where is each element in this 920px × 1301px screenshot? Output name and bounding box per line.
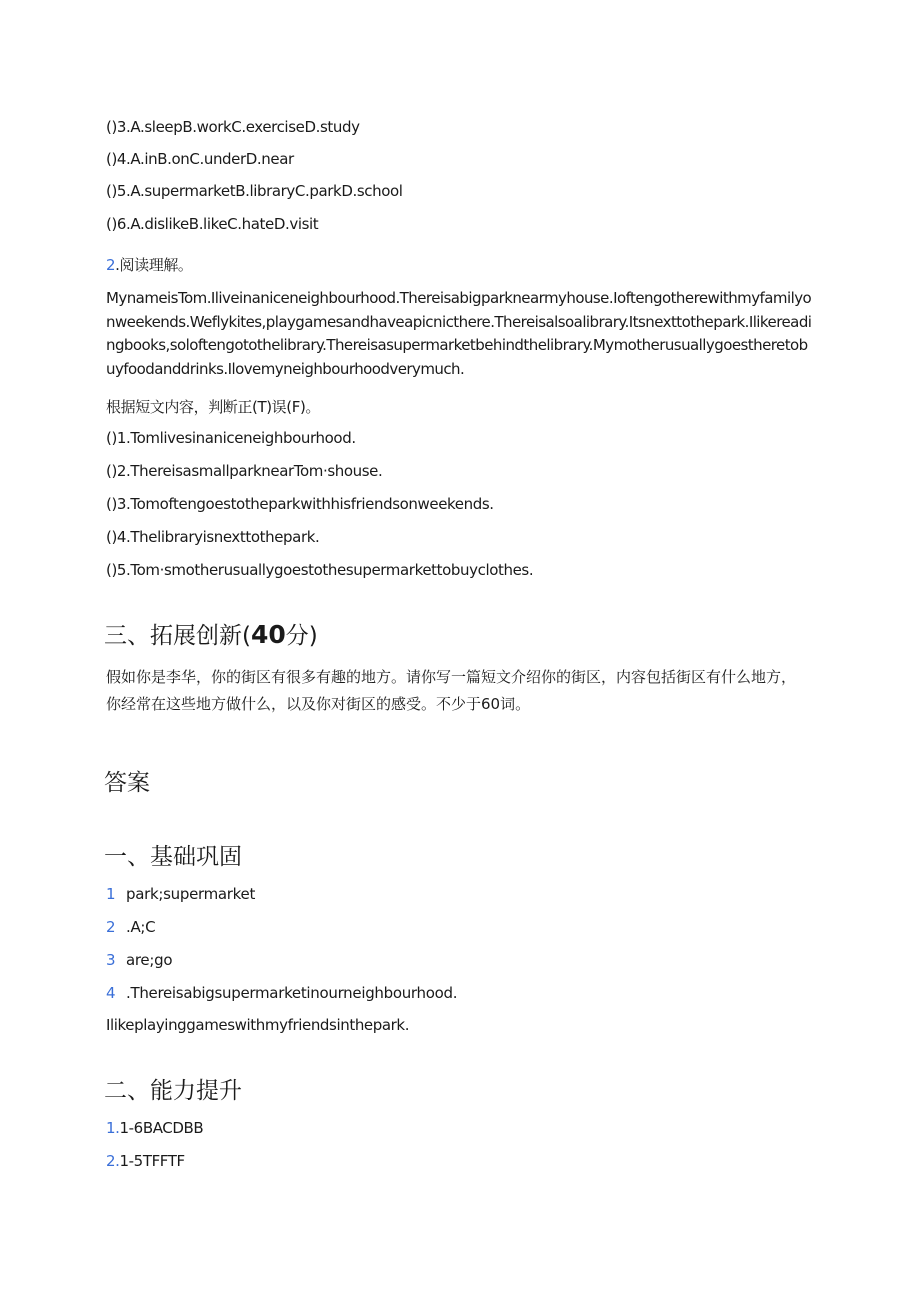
answer-1-text: park;supermarket	[126, 885, 256, 903]
answer-3-number: 3	[106, 951, 116, 969]
tf-item-3: ()3.Tomoftengoestotheparkwithhisfriendsonweekends.	[106, 495, 494, 513]
tf-item-1: ()1.Tomlivesinaniceneighbourhood.	[106, 429, 356, 447]
section3-score-open: (	[242, 623, 251, 649]
tf-item-2: ()2.ThereisasmallparknearTom·shouse.	[106, 462, 383, 480]
choice-line-6: ()6.A.dislikeB.likeC.hateD.visit	[106, 215, 319, 233]
answer-2-text: .A;C	[126, 918, 156, 936]
answer-4-text: .Thereisabigsupermarketinourneighbourhood.	[126, 984, 458, 1002]
answer-part2-1-number: 1.	[106, 1119, 120, 1137]
reading-instruction: 根据短文内容，判断正(T)误(F)。	[106, 398, 321, 416]
choice-line-4: ()4.A.inB.onC.underD.near	[106, 150, 294, 168]
reading-title: .阅读理解。	[115, 256, 193, 274]
reading-passage: MynameisTom.Iliveinaniceneighbourhood.Thereisabigparknearmyhouse.Ioftengotherewithmyfamilyonweekends.Weflykites,playgamesandhaveapicnicthere.Thereisalsoalibrary.Itsnexttothepark.Ilikereadingbooks,soloftengotothelibrary.Thereisasupermarketbehindthelibrary.Mymotherusuallygoestheretobuyfoodanddrinks.Ilovemyneighbourhoodverymuch.	[106, 289, 812, 378]
section3-score-close: 分)	[285, 623, 318, 649]
answers-part2-title: 二、能力提升	[104, 1078, 242, 1104]
answers-part1-title: 一、基础巩固	[104, 844, 242, 870]
section3-title: 三、拓展创新	[104, 623, 242, 649]
answer-3-text: are;go	[126, 951, 173, 969]
reading-number: 2	[106, 256, 116, 274]
tf-item-5: ()5.Tom·smotherusuallygoestothesupermarkettobuyclothes.	[106, 561, 534, 579]
answer-1-number: 1	[106, 885, 116, 903]
answers-title: 答案	[104, 770, 150, 796]
answer-part2-1-text: 1-6BACDBB	[119, 1119, 204, 1137]
choice-line-3: ()3.A.sleepB.workC.exerciseD.study	[106, 118, 360, 136]
answer-2-number: 2	[106, 918, 116, 936]
answer-4-extra: Ilikeplayinggameswithmyfriendsinthepark.	[106, 1016, 410, 1034]
reading-heading	[106, 254, 193, 275]
choice-line-5: ()5.A.supermarketB.libraryC.parkD.school	[106, 182, 403, 200]
answer-part2-2-text: 1-5TFFTF	[119, 1152, 185, 1170]
tf-item-4: ()4.Thelibraryisnexttothepark.	[106, 528, 320, 546]
section3-score: 40	[250, 620, 286, 649]
answer-4-number: 4	[106, 984, 116, 1002]
answer-part2-2	[106, 1152, 185, 1170]
answer-part2-1	[106, 1119, 203, 1137]
section3-heading	[104, 617, 318, 650]
answer-part2-2-number: 2.	[106, 1152, 120, 1170]
section3-prompt: 假如你是李华，你的街区有很多有趣的地方。请你写一篇短文介绍你的街区，内容包括街区有什么地方，你经常在这些地方做什么，以及你对街区的感受。不少于60词。	[106, 668, 797, 713]
